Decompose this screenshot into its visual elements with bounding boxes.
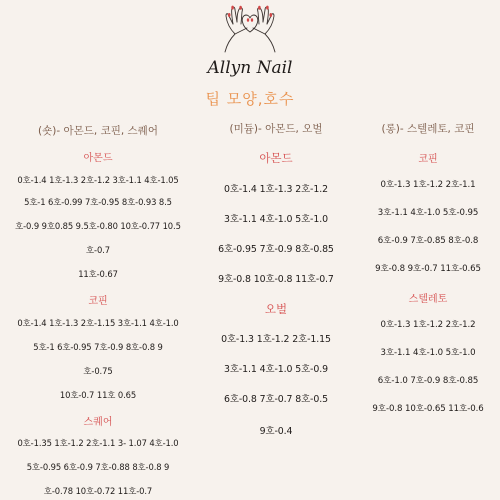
size-line: 5호-1 6호-0.99 7호-0.95 8호-0.93 8.5 <box>24 197 172 207</box>
section-title-coffin: 코핀 <box>418 154 438 165</box>
size-line: 6호-0.8 7호-0.7 8호-0.5 <box>224 394 328 405</box>
size-line: 9호-0.8 10호-0.65 11호-0.6 <box>372 404 484 414</box>
section-title-square: 스퀘어 <box>83 417 113 428</box>
size-line: 6호-1.0 7호-0.9 8호-0.85 <box>377 376 479 386</box>
size-line: 호-0.7 <box>86 245 110 255</box>
size-line: 5호-1 6호-0.95 7호-0.9 8호-0.8 9 <box>33 342 163 352</box>
section-title-stiletto: 스텔레토 <box>408 294 448 305</box>
size-line: 0호-1.4 1호-1.3 2호-1.2 <box>224 184 328 195</box>
column-heading: (미듐)- 아몬드, 오벌 <box>229 123 323 135</box>
size-line: 11호-0.67 <box>78 269 118 279</box>
size-line: 6호-0.95 7호-0.9 8호-0.85 <box>218 244 334 255</box>
hands-holding-heart-nails-icon <box>215 2 285 54</box>
column-heading: (숏)- 아몬드, 코핀, 스퀘어 <box>38 125 158 137</box>
size-line: 10호-0.7 11호 0.65 <box>59 390 137 400</box>
size-line: 호-0.9 9호0.85 9.5호-0.80 10호-0.77 10.5 <box>15 221 181 231</box>
size-line: 0호-1.35 1호-1.2 2호-1.1 3- 1.07 4호-1.0 <box>17 438 179 448</box>
brand-name: Allyn Nail <box>207 58 293 78</box>
size-line: 3호-1.1 4호-1.0 5호-0.9 <box>224 364 328 375</box>
size-line: 호-0.78 10호-0.72 11호-0.7 <box>43 486 153 496</box>
size-line: 0호-1.4 1호-1.3 2호-1.15 3호-1.1 4호-1.0 <box>17 318 179 328</box>
size-line: 9호-0.8 10호-0.8 11호-0.7 <box>218 274 334 285</box>
size-line: 5호-0.95 6호-0.9 7호-0.88 8호-0.8 9 <box>26 462 170 472</box>
column-heading: (롱)- 스텔레토, 코핀 <box>381 123 475 135</box>
section-title-almond: 아몬드 <box>259 151 293 165</box>
size-line: 3호-1.1 4호-1.0 5호-1.0 <box>380 348 476 358</box>
section-title-oval: 오벌 <box>264 302 288 316</box>
size-line: 9호-0.8 9호-0.7 11호-0.65 <box>375 264 481 274</box>
size-line: 0호-1.3 1호-1.2 2호-1.1 <box>380 180 476 190</box>
size-line: 3호-1.1 4호-1.0 5호-0.95 <box>377 208 479 218</box>
size-line: 9호-0.4 <box>259 426 293 437</box>
section-title-almond: 아몬드 <box>83 153 113 164</box>
page-subtitle: 팁 모양,호수 <box>205 90 295 108</box>
size-line: 6호-0.9 7호-0.85 8호-0.8 <box>377 236 479 246</box>
size-line: 0호-1.4 1호-1.3 2호-1.2 3호-1.1 4호-1.05 <box>17 175 179 185</box>
size-line: 0호-1.3 1호-1.2 2호-1.15 <box>221 334 331 345</box>
size-line: 0호-1.3 1호-1.2 2호-1.2 <box>380 320 476 330</box>
size-line: 3호-1.1 4호-1.0 5호-1.0 <box>224 214 328 225</box>
section-title-coffin: 코핀 <box>88 296 108 307</box>
size-line: 호-0.75 <box>83 366 113 376</box>
